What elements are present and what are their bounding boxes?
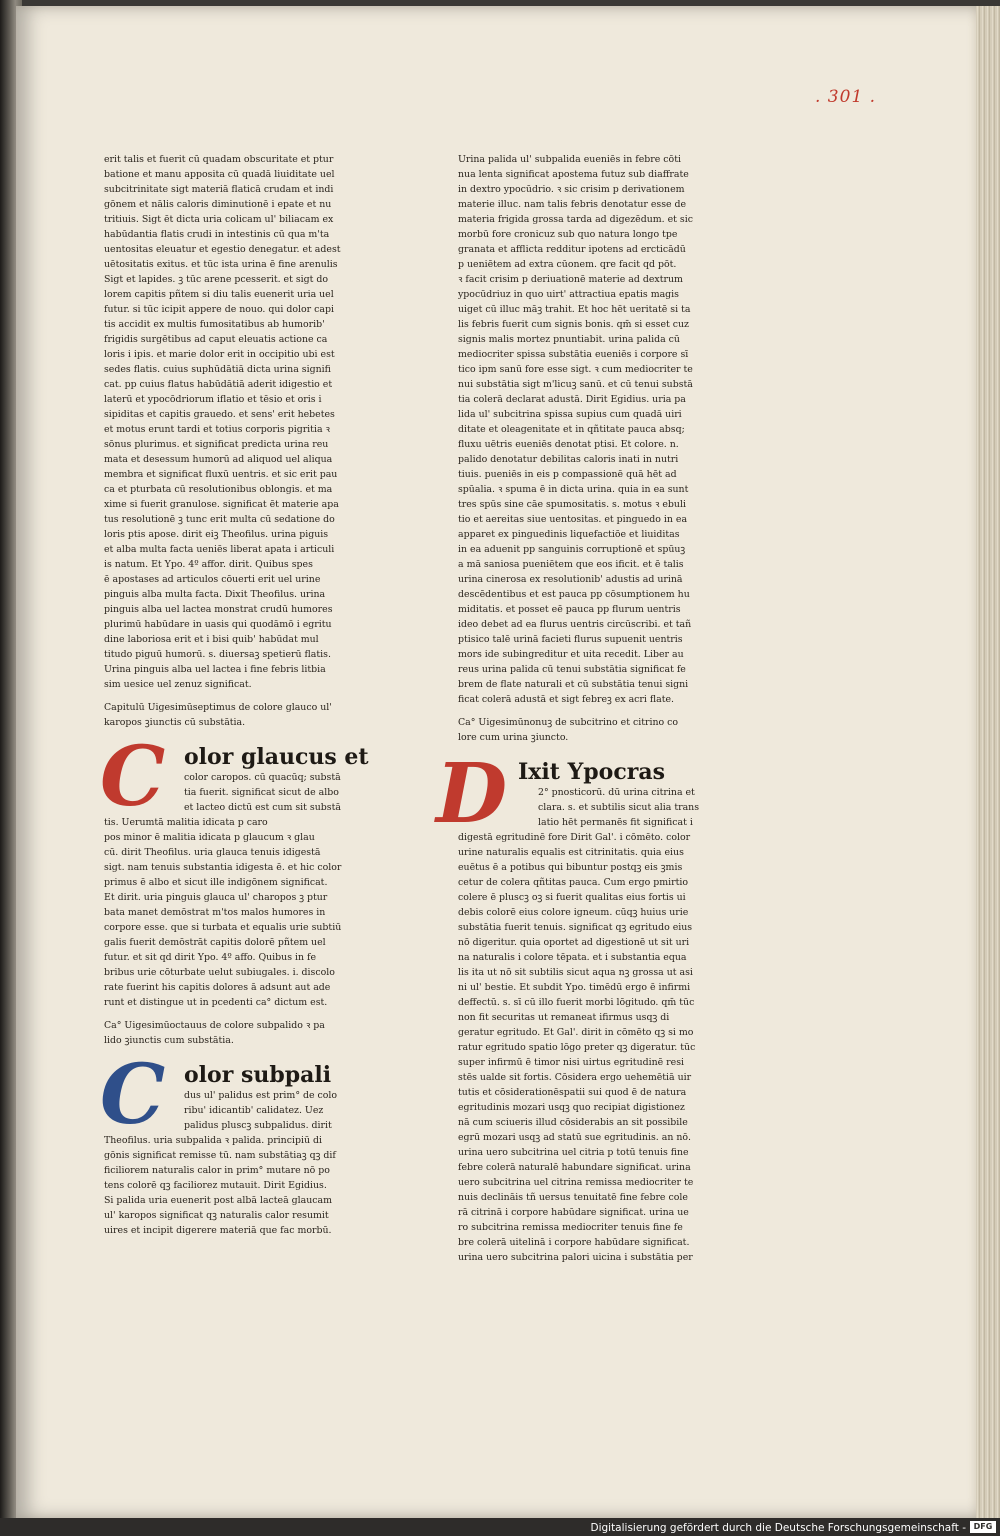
text-line: lido ꝫiunctis cum substātia. — [104, 1035, 234, 1046]
text-line: pinguis alba uel lactea monstrat crudū humores — [104, 604, 333, 615]
ypocras-display-heading: Ixit Ypocras — [518, 759, 665, 785]
text-line: tutis et cōsiderationēspatii sui quod ē de natura — [458, 1087, 687, 1098]
text-line: apparet ex pinguedinis liquefactiōe et liuiditas — [458, 529, 680, 540]
text-line: nō digeritur. quia oportet ad digestionē ut sit uri — [458, 937, 690, 948]
text-line: tio et aereitas siue uentositas. et pinguedo in ea — [458, 514, 688, 525]
dfg-logo-icon: DFG — [970, 1521, 996, 1533]
text-line: Ca° Uigesimūoctauus de colore subpalido ꝛ pa — [104, 1020, 325, 1031]
text-line: fluxu uētris eueniēs denotat ptisi. Et colore. n. — [458, 439, 679, 450]
text-line: et motus erunt tardi et totius corporis pigritia ꝛ — [104, 424, 330, 435]
right-text-column — [436, 152, 708, 1265]
text-line: febre colerā naturalē habundare significat. urina — [458, 1162, 691, 1173]
text-line: clara. s. et subtilis sicut alia trans — [538, 802, 700, 813]
text-line: uero subcitrina uel citrina remissa mediocriter te — [458, 1177, 694, 1188]
text-line: cat. pp cuius flatus habūdātiā aderit idigestio et — [104, 379, 333, 390]
text-line: bata manet demōstrat m'tos malos humores in — [104, 907, 326, 918]
text-line: signis malis mortez pnuntiabit. urina palida cū — [458, 334, 680, 345]
text-line: euētus ē a potibus qui bibuntur postqꝫ eis ꝫmis — [458, 862, 683, 873]
text-line: ypocūdriuz in quo uirt' attractiua epatis magis — [458, 289, 679, 300]
text-line: p ueniētem ad extra cūonem. qre facit qd pōt. — [458, 259, 677, 270]
ypocras-section — [436, 746, 708, 1265]
text-line: rā citrinā i corpore habūdare significat. urina ue — [458, 1207, 689, 1218]
text-line: Urina pinguis alba uel lactea i fine febris litbia — [104, 664, 326, 675]
text-line: mors ide subingreditur et uita recedit. Liber au — [458, 649, 684, 660]
text-line: spūalia. ꝛ spuma ē in dicta urina. quia in ea sunt — [458, 484, 689, 495]
text-line: stēs ualde sit fortis. Cōsidera ergo uehemētiā uir — [458, 1072, 692, 1083]
text-line: miditatis. et posset eē pauca pp flurum uentris — [458, 604, 681, 615]
text-line: nua lenta significat apostema futuz sub diaffrate — [458, 169, 689, 180]
text-line: ē apostases ad articulos cōuerti erit uel urine — [104, 574, 321, 585]
text-line: ꝛ facit crisim p deriuationē materie ad dextrum — [458, 274, 683, 285]
page-fore-edge — [976, 6, 1000, 1518]
text-line: gōnis significat remisse tū. nam substātiaꝫ qꝫ dif — [104, 1150, 336, 1161]
text-line: uires et incipit digerere materiā que fac morbū. — [104, 1225, 332, 1236]
chapter-27-heading — [104, 700, 372, 730]
text-line: habūdantia flatis crudi in intestinis cū qua m'ta — [104, 229, 330, 240]
folio-number: . 301 . — [815, 87, 877, 107]
text-line: plurimū habūdare in uasis qui quodāmō i egritu — [104, 619, 332, 630]
glaucus-section — [100, 729, 372, 1010]
text-line: materie illuc. nam talis febris denotatur esse de — [458, 199, 687, 210]
text-line: brem de flate naturali et cū substātia tenui signi — [458, 679, 689, 690]
text-line: egrū mozari usqꝫ ad statū sue egritudinis. an nō. — [458, 1132, 692, 1143]
left-text-column — [100, 152, 372, 1238]
text-line: Theofilus. uria subpalida ꝛ palida. principiū di — [104, 1135, 322, 1146]
text-line: corpore esse. que si turbata et equalis urie subtiū — [104, 922, 342, 933]
text-line: laterū et ypocōdriorum iflatio et tēsio et oris i — [104, 394, 322, 405]
text-line: erit talis et fuerit cū quadam obscuritate et ptur — [104, 154, 334, 165]
text-line: urine naturalis equalis est citrinitatis. quia eius — [458, 847, 684, 858]
text-line: sōnus plurimus. et significat predicta urina reu — [104, 439, 329, 450]
text-line: nā cum sciueris illud cōsiderabis an sit possibile — [458, 1117, 688, 1128]
text-line: uiget cū illuc māꝫ trahit. Et hoc hēt ueritatē si ta — [458, 304, 691, 315]
right-paragraph-1 — [458, 152, 708, 707]
text-line: descēdentibus et est pauca pp cōsumptionem hu — [458, 589, 690, 600]
text-line: Capitulū Uigesimūseptimus de colore glauco ul' — [104, 702, 332, 713]
text-line: ratur egritudo spatio lōgo preter qꝫ digeratur. tūc — [458, 1042, 696, 1053]
text-line: tritiuis. Sigt ēt dicta uria colicam ul' biliacam ex — [104, 214, 334, 225]
text-line: sipiditas et capitis grauedo. et sens' erit hebetes — [104, 409, 335, 420]
text-line: ca et pturbata cū resolutionibus oblongis. et ma — [104, 484, 333, 495]
text-line: et lacteo dictū est cum sit substā — [184, 802, 341, 813]
text-line: mata et desessum humorū ad aliquod uel aliqua — [104, 454, 333, 465]
text-line: Ca° Uigesimūnonuꝫ de subcitrino et citrino co — [458, 717, 679, 728]
red-initial-c-icon: C — [100, 729, 166, 825]
text-line: dine laboriosa erit et i bisi quib' habūdat mul — [104, 634, 319, 645]
text-line: futur. et sit qd dirit Ypo. 4º affo. Quibus in fe — [104, 952, 317, 963]
subpali-display-heading: olor subpali — [184, 1062, 332, 1088]
text-line: bribus urie cōturbate uelut subiugales. i. discolo — [104, 967, 335, 978]
text-line: nui substātia sigt m'licuꝫ sanū. et cū tenui substā — [458, 379, 693, 390]
footer-bar — [0, 1518, 1000, 1536]
text-line: ribu' idicantib' calidatez. Uez — [184, 1105, 324, 1116]
text-line: mediocriter spissa substātia eueniēs i corpore sī — [458, 349, 689, 360]
text-line: palidus pluscꝫ subpalidus. dirit — [184, 1120, 332, 1131]
text-line: tico ipm sanū fore esse sigt. ꝛ cum mediocriter te — [458, 364, 693, 375]
text-line: ro subcitrina remissa mediocriter tenuis fine fe — [458, 1222, 683, 1233]
text-line: xime si fuerit granulose. significat ēt materie apa — [104, 499, 339, 510]
chapter-29-heading — [458, 715, 708, 745]
text-line: uētositatis exitus. et tūc ista urina ē fine arenulis — [104, 259, 338, 270]
text-line: titudo piguū humorū. s. diuersaꝫ spetierū flatis. — [104, 649, 331, 660]
text-line: Si palida uria euenerit post albā lacteā glaucam — [104, 1195, 333, 1206]
text-line: Urina palida ul' subpalida eueniēs in febre cōti — [458, 154, 681, 165]
left-paragraph-1 — [104, 152, 372, 692]
text-line: lorem capitis pñtem si diu talis euenerit uria uel — [104, 289, 334, 300]
text-line: egritudinis mozari usqꝫ quo recipiat digistionez — [458, 1102, 685, 1113]
text-line: gōnem et nālis caloris diminutionē i epate et nu — [104, 199, 332, 210]
text-line: dus ul' palidus est prim° de colo — [184, 1090, 338, 1101]
text-line: tia fuerit. significat sicut de albo — [184, 787, 339, 798]
text-line: frigidis surgētibus ad caput eleuatis actione ca — [104, 334, 328, 345]
text-line: tis. Uerumtā malitia idicata p caro — [104, 817, 268, 828]
text-line: lis febris fuerit cum signis bonis. qm̄ si esset cuz — [458, 319, 689, 330]
text-line: tia colerā declarat adustā. Dirit Egidius. uria pa — [458, 394, 686, 405]
text-line: color caropos. cū quacūq; substā — [184, 772, 341, 783]
text-line: ideo debet ad ea flurus uentris circūscribi. et tañ — [458, 619, 692, 630]
text-line: tens colorē qꝫ faciliorez mutauit. Dirit Egidius. — [104, 1180, 327, 1191]
text-line: sigt. nam tenuis substantia idigesta ē. et hic color — [104, 862, 342, 873]
text-line: materia frigida grossa tarda ad digezēdum. et sic — [458, 214, 693, 225]
text-line: runt et distingue ut in pcedenti ca° dictum est. — [104, 997, 328, 1008]
text-line: colere ē pluscꝫ oꝫ si fuerit qualitas eius fortis ui — [458, 892, 686, 903]
subpali-section — [100, 1047, 372, 1238]
text-line: digestā egritudinē fore Dirit Gal'. i cōmēto. color — [458, 832, 691, 843]
text-line: urina uero subcitrina uel citria p totū tenuis fine — [458, 1147, 689, 1158]
blue-initial-c-icon: C — [100, 1047, 166, 1143]
text-line: substātia fuerit tenuis. significat qꝫ egritudo eius — [458, 922, 693, 933]
text-line: lida ul' subcitrina spissa supius cum quadā uiri — [458, 409, 682, 420]
text-line: cū. dirit Theofilus. uria glauca tenuis idigestā — [104, 847, 321, 858]
text-line: loris i ipis. et marie dolor erit in occipitio ubi est — [104, 349, 335, 360]
text-line: latio hēt permanēs fit significat i — [538, 817, 693, 828]
text-line: sedes flatis. cuius suphūdātiā dicta urina signifi — [104, 364, 331, 375]
text-line: ul' karopos significat qꝫ naturalis calor resumit — [104, 1210, 329, 1221]
text-line: sim uesice uel zenuz significat. — [104, 679, 252, 690]
text-line: ficat colerā adustā et sigt febreꝫ ex acri flate. — [458, 694, 675, 705]
text-line: tus resolutionē ꝫ tunc erit multa cū sedatione do — [104, 514, 335, 525]
footer-credit: Digitalisierung gefördert durch die Deutsche Forschungsgemeinschaft - — [590, 1522, 966, 1534]
text-line: urina cinerosa ex resolutionib' adustis ad urinā — [458, 574, 683, 585]
text-line: 2° pnosticorū. dū urina citrina et — [538, 787, 695, 798]
text-line: ficiliorem naturalis calor in prim° mutare nō po — [104, 1165, 330, 1176]
text-line: granata et afflicta redditur ipotens ad ercticādū — [458, 244, 686, 255]
text-line: urina uero subcitrina palori uicina i substātia per — [458, 1252, 693, 1263]
text-line: ni ul' bestie. Et subdit Ypo. timēdū ergo ē infirmi — [458, 982, 691, 993]
text-line: tis accidit ex multis fumositatibus ab humorib' — [104, 319, 325, 330]
text-line: deffectū. s. sī cū illo fuerit morbi lōgitudo. qm̄ tūc — [458, 997, 695, 1008]
text-line: pos minor ē malitia idicata p glaucum ꝛ glau — [104, 832, 315, 843]
text-line: super infirmū ē timor nisi uirtus egritudinē resi — [458, 1057, 685, 1068]
text-line: et alba multa facta ueniēs liberat apata i articuli — [104, 544, 335, 555]
text-line: na naturalis i colore tēpata. et i substantia equa — [458, 952, 687, 963]
text-line: galis fuerit demōstrāt capitis dolorē pñtem uel — [104, 937, 326, 948]
red-initial-d-icon: D — [436, 746, 508, 842]
text-line: in dextro ypocūdrio. ꝛ sic crisim p derivationem — [458, 184, 685, 195]
text-line: karopos ꝫiunctis cū substātia. — [104, 717, 246, 728]
text-line: bre colerā uitelinā i corpore habūdare significat. — [458, 1237, 690, 1248]
text-line: a mā saniosa pueniētem que eos ificit. et ē talis — [458, 559, 684, 570]
text-line: is natum. Et Ypo. 4º affor. dirit. Quibus spes — [104, 559, 313, 570]
text-line: primus ē albo et sicut ille indigōnem significat. — [104, 877, 328, 888]
text-line: lore cum urina ꝫiuncto. — [458, 732, 569, 743]
text-line: tiuis. pueniēs in eis p compassionē quā hēt ad — [458, 469, 677, 480]
text-line: subcitrinitate sigt materiā flaticā crudam et indi — [104, 184, 334, 195]
text-line: reus urina palida cū tenui substātia significat fe — [458, 664, 686, 675]
text-line: Et dirit. uria pinguis glauca ul' charopos ꝫ ptur — [104, 892, 328, 903]
text-line: in ea aduenit pp sanguinis corruptionē et spūuꝫ — [458, 544, 686, 555]
chapter-28-heading — [104, 1018, 372, 1048]
text-line: uentositas eleuatur et egestio denegatur. et adest — [104, 244, 341, 255]
text-line: tres spūs sine cāe spumositatis. s. motus ꝛ ebuli — [458, 499, 686, 510]
text-line: loris ptis apose. dirit eiꝫ Theofilus. urina piguis — [104, 529, 329, 540]
text-line: lis ita ut nō sit subtilis sicut aqua nꝫ grossa ut asi — [458, 967, 693, 978]
text-line: palido denotatur debilitas caloris inati in nutri — [458, 454, 679, 465]
text-line: pinguis alba multa facta. Dixit Theofilus. urina — [104, 589, 326, 600]
text-line: ditate et oleagenitate et in qñtitate pauca absq; — [458, 424, 685, 435]
text-line: Sigt et lapides. ꝫ tūc arene pcesserit. et sigt do — [104, 274, 329, 285]
text-line: futur. si tūc icipit appere de nouo. qui dolor capi — [104, 304, 334, 315]
text-line: rate fuerint his capitis dolores ā adsunt aut ade — [104, 982, 331, 993]
text-line: ptisico talē urinā facieti flurus supuenit uentris — [458, 634, 683, 645]
glaucus-display-heading: olor glaucus et — [184, 744, 369, 770]
text-line: membra et significat fluxū uentris. et sic erit pau — [104, 469, 338, 480]
text-line: debis colorē eius colore igneum. cūqꝫ huius urie — [458, 907, 689, 918]
text-line: non fit securitas ut remaneat ifirmus usqꝫ di — [458, 1012, 670, 1023]
text-line: cetur de colera qñtitas pauca. Cum ergo pmirtio — [458, 877, 688, 888]
text-line: batione et manu apposita cū quadā liuiditate uel — [104, 169, 335, 180]
text-line: morbū fore cronicuz sub quo natura longo tpe — [458, 229, 678, 240]
ypocras-paragraph — [458, 785, 708, 1265]
text-line: geratur egritudo. Et Gal'. dirit in cōmēto qꝫ si mo — [458, 1027, 694, 1038]
text-line: nuis declināis tñ uersus tenuitatē fine febre cole — [458, 1192, 688, 1203]
